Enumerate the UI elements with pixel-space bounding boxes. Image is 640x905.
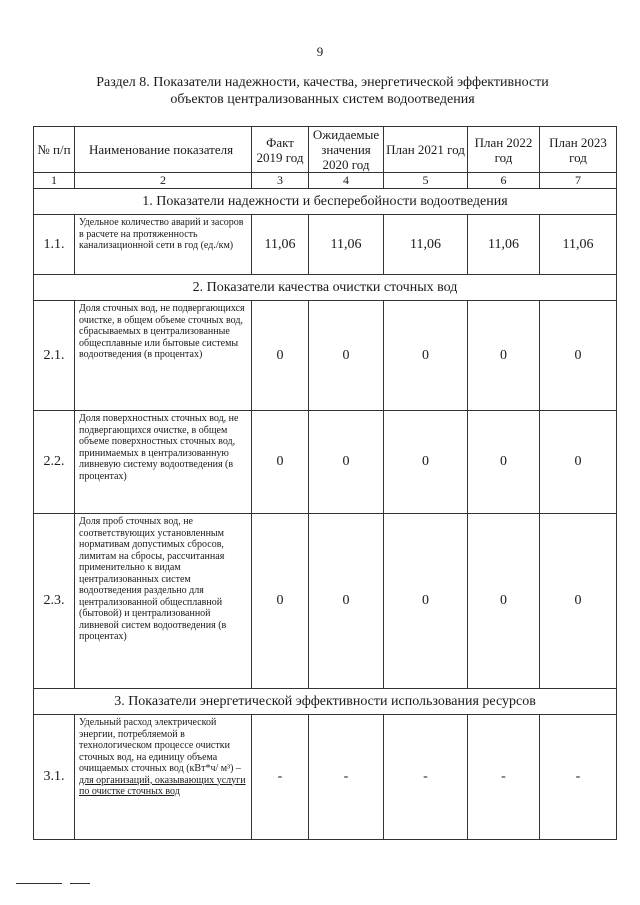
value-plan-2022: - (468, 715, 540, 840)
row-number: 3.1. (34, 715, 75, 840)
section-row-quality (34, 275, 617, 301)
column-number: 1 (34, 173, 75, 189)
section-heading: 2. Показатели качества очистки сточных вод (34, 275, 617, 301)
indicator-name-main: Удельный расход электрической энергии, потребляемой в технологическом процессе очистки сточных вод, на единицу объема очищаемых сточных вод (кВт*ч/ м³) – (79, 717, 241, 774)
section-heading: 1. Показатели надежности и бесперебойности водоотведения (34, 189, 617, 215)
indicators-table (33, 126, 617, 840)
indicator-name (75, 715, 252, 840)
indicator-name: Доля поверхностных сточных вод, не подвергающихся очистке, в общем объеме поверхностных сточных вод, принимаемых в централизованную ливневую систему водоотведения (в процентах) (75, 411, 252, 514)
value-expected-2020: - (309, 715, 384, 840)
section-title-line-2: объектов централизованных систем водоотведения (170, 92, 475, 107)
value-fact-2019: 0 (252, 411, 309, 514)
column-number: 6 (468, 173, 540, 189)
value-plan-2023: - (540, 715, 617, 840)
row-number: 2.1. (34, 301, 75, 411)
value-plan-2023: 11,06 (540, 215, 617, 275)
indicator-name: Удельное количество аварий и засоров в расчете на протяженность канализационной сети в год (ед./км) (75, 215, 252, 275)
value-plan-2021: 0 (384, 411, 468, 514)
value-plan-2021: 11,06 (384, 215, 468, 275)
table-row (34, 301, 617, 411)
table-row (34, 514, 617, 689)
value-plan-2023: 0 (540, 411, 617, 514)
value-fact-2019: 0 (252, 514, 309, 689)
value-expected-2020: 11,06 (309, 215, 384, 275)
header-expected-2020: Ожидаемые значения 2020 год (309, 127, 384, 173)
value-plan-2022: 0 (468, 514, 540, 689)
table-row (34, 215, 617, 275)
indicator-name-note: для организаций, оказывающих услуги по очистке сточных вод (79, 774, 246, 797)
column-number: 4 (309, 173, 384, 189)
column-number: 5 (384, 173, 468, 189)
value-plan-2022: 0 (468, 301, 540, 411)
value-expected-2020: 0 (309, 301, 384, 411)
section-title-line-1: Раздел 8. Показатели надежности, качества, энергетической эффективности (96, 75, 549, 90)
indicator-name: Доля проб сточных вод, не соответствующих установленным нормативам допустимых сбросов, лимитам на сбросы, рассчитанная применительно к видам централизованных систем водоотведения раздельно для централизованной общесплавной (бытовой) и централизованной ливневой систем водоотведения (в процентах) (75, 514, 252, 689)
row-number: 2.3. (34, 514, 75, 689)
value-plan-2023: 0 (540, 301, 617, 411)
header-name: Наименование показателя (75, 127, 252, 173)
value-fact-2019: 0 (252, 301, 309, 411)
header-plan-2021: План 2021 год (384, 127, 468, 173)
value-plan-2022: 11,06 (468, 215, 540, 275)
footer-divider-dash (70, 883, 90, 884)
table-row (34, 411, 617, 514)
section-heading: 3. Показатели энергетической эффективности использования ресурсов (34, 689, 617, 715)
row-number: 1.1. (34, 215, 75, 275)
page-number: 9 (316, 44, 324, 59)
header-plan-2022: План 2022 год (468, 127, 540, 173)
column-number: 2 (75, 173, 252, 189)
value-plan-2021: - (384, 715, 468, 840)
header-fact-2019: Факт 2019 год (252, 127, 309, 173)
column-number: 7 (540, 173, 617, 189)
value-plan-2022: 0 (468, 411, 540, 514)
value-fact-2019: - (252, 715, 309, 840)
table-row (34, 715, 617, 840)
indicator-name: Доля сточных вод, не подвергающихся очистке, в общем объеме сточных вод, сбрасываемых в централизованные общесплавные или бытовые системы водоотведения (в процентах) (75, 301, 252, 411)
footer-divider (16, 883, 62, 884)
section-row-reliability (34, 189, 617, 215)
value-expected-2020: 0 (309, 411, 384, 514)
value-plan-2023: 0 (540, 514, 617, 689)
header-row (34, 127, 617, 173)
value-expected-2020: 0 (309, 514, 384, 689)
section-row-energy (34, 689, 617, 715)
header-no: № п/п (34, 127, 75, 173)
value-plan-2021: 0 (384, 301, 468, 411)
section-title (40, 74, 605, 108)
value-plan-2021: 0 (384, 514, 468, 689)
header-plan-2023: План 2023 год (540, 127, 617, 173)
column-number-row (34, 173, 617, 189)
value-fact-2019: 11,06 (252, 215, 309, 275)
column-number: 3 (252, 173, 309, 189)
row-number: 2.2. (34, 411, 75, 514)
